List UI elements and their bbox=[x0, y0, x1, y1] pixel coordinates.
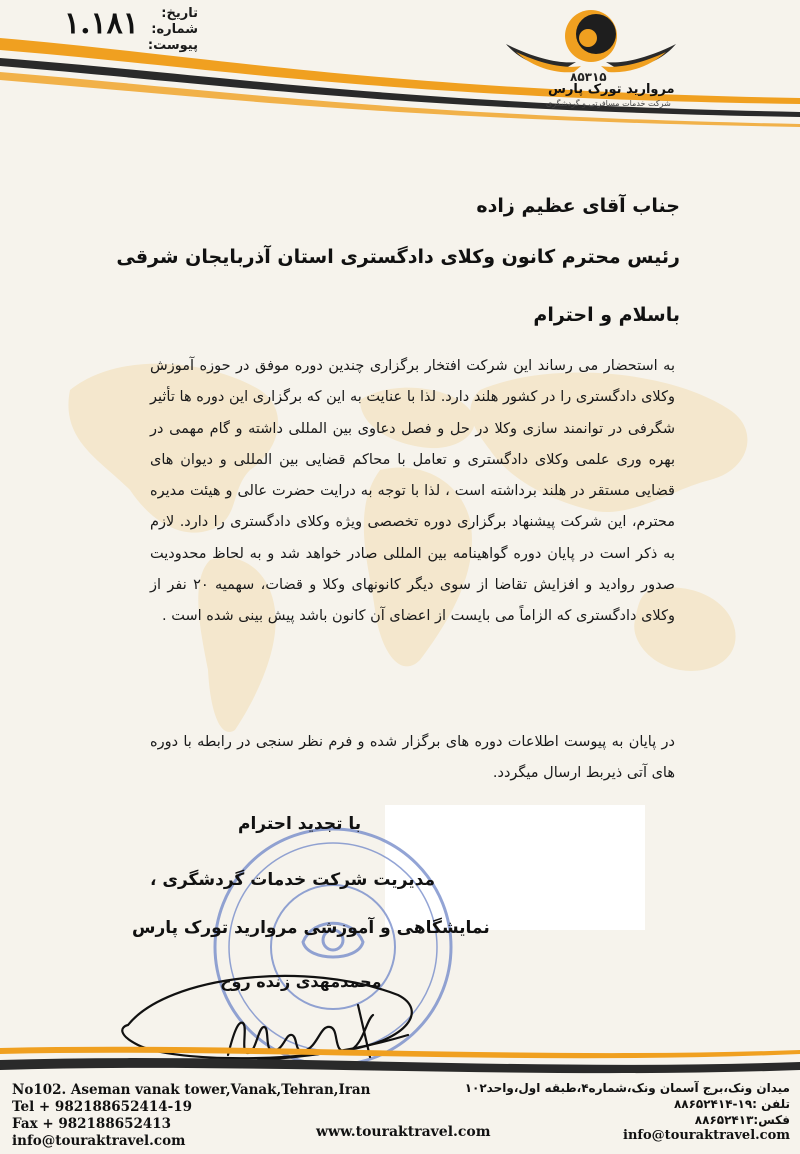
company-logo-icon bbox=[496, 4, 686, 114]
paragraph-text: در پایان به پیوست اطلاعات دوره های برگزار شده و فرم نظر سنجی در رابطه با دوره های آتی ذیربط ارسال میگردد. bbox=[150, 734, 675, 782]
address-en: No102. Aseman vanak tower,Vanak,Tehran,Iran bbox=[12, 1082, 371, 1098]
website-link: www.touraktravel.com bbox=[316, 1124, 491, 1140]
fax-en: Fax + 982188652413 bbox=[12, 1116, 172, 1132]
date-label: تاریخ: bbox=[161, 6, 198, 21]
number-label: شماره: bbox=[151, 22, 198, 37]
email-fa: info@touraktravel.com bbox=[623, 1128, 790, 1143]
greeting: باسلام و احترام bbox=[533, 304, 680, 326]
logo-name: مروارید تورک پارس bbox=[548, 82, 675, 97]
attachment-label: پیوست: bbox=[147, 38, 198, 53]
recipient-name: جناب آقای عظیم زاده bbox=[476, 195, 680, 217]
tel-fa: تلفن :۱۹-۸۸۶۵۲۴۱۴ bbox=[673, 1097, 790, 1111]
email-en: info@touraktravel.com bbox=[12, 1133, 186, 1149]
logo-number: ۸۵۳۱۵ bbox=[570, 70, 607, 84]
signature-company-line-1: مدیریت شرکت خدمات گردشگری ، bbox=[150, 870, 435, 890]
footer-band bbox=[0, 1040, 800, 1080]
signature-company-line-2: نمایشگاهی و آموزشی مروارید تورک پارس bbox=[132, 918, 490, 938]
footer-contact-persian bbox=[465, 1080, 790, 1144]
body-paragraph-2 bbox=[150, 727, 675, 790]
recipient-title: رئیس محترم کانون وکلای دادگستری استان آذربایجان شرقی bbox=[116, 246, 680, 268]
handwritten-number: ۱.۱۸۱ bbox=[64, 6, 139, 41]
closing-line: با تجدید احترام bbox=[238, 814, 362, 834]
paragraph-text: به استحضار می رساند این شرکت افتخار برگزاری چندین دوره موفق در حوزه آموزش وکلای دادگستری را در کشور هلند دارد. لذا با عنایت به این که برگزاری این دوره ها تأثیر شگرفی در توانمند سازی وکلا در حل و فصل دعاوی بین المللی داشته و گام مهمی در بهره وری علمی وکلای دادگستری و تعامل با محاکم قضایی بین المللی و دیوان های قضایی مستقر در هلند برداشته است ، لذا با توجه به درایت حضرت عالی و هیئت مدیره محترم، این شرکت پیشنهاد برگزاری دوره تخصصی ویژه وکلای دادگستری را دارد. لازم به ذکر است در پایان دوره گواهینامه بین المللی صادر خواهد شد و به لحاظ محدودیت صدور روادید و افزایش تقاضا از سوی دیگر کانونهای وکلا و قضات، سهمیه ۲۰ نفر از وکلای دادگستری که الزاماً می بایست از اعضای آن کانون باشد پیش بینی شده است . bbox=[150, 358, 675, 625]
logo-subtitle: شرکت خدمات مسافرتی و گردشگری bbox=[546, 99, 671, 108]
body-paragraph-1 bbox=[150, 351, 675, 633]
signer-name: محمدمهدی زنده روح bbox=[220, 972, 382, 991]
letter-meta bbox=[148, 6, 198, 54]
fax-fa: فکس:۸۸۶۵۲۴۱۳ bbox=[694, 1113, 790, 1127]
address-fa: میدان ونک،برج آسمان ونک،شماره۴،طبقه اول،واحد۱۰۲ bbox=[464, 1081, 790, 1095]
tel-en: Tel + 982188652414-19 bbox=[12, 1099, 193, 1115]
